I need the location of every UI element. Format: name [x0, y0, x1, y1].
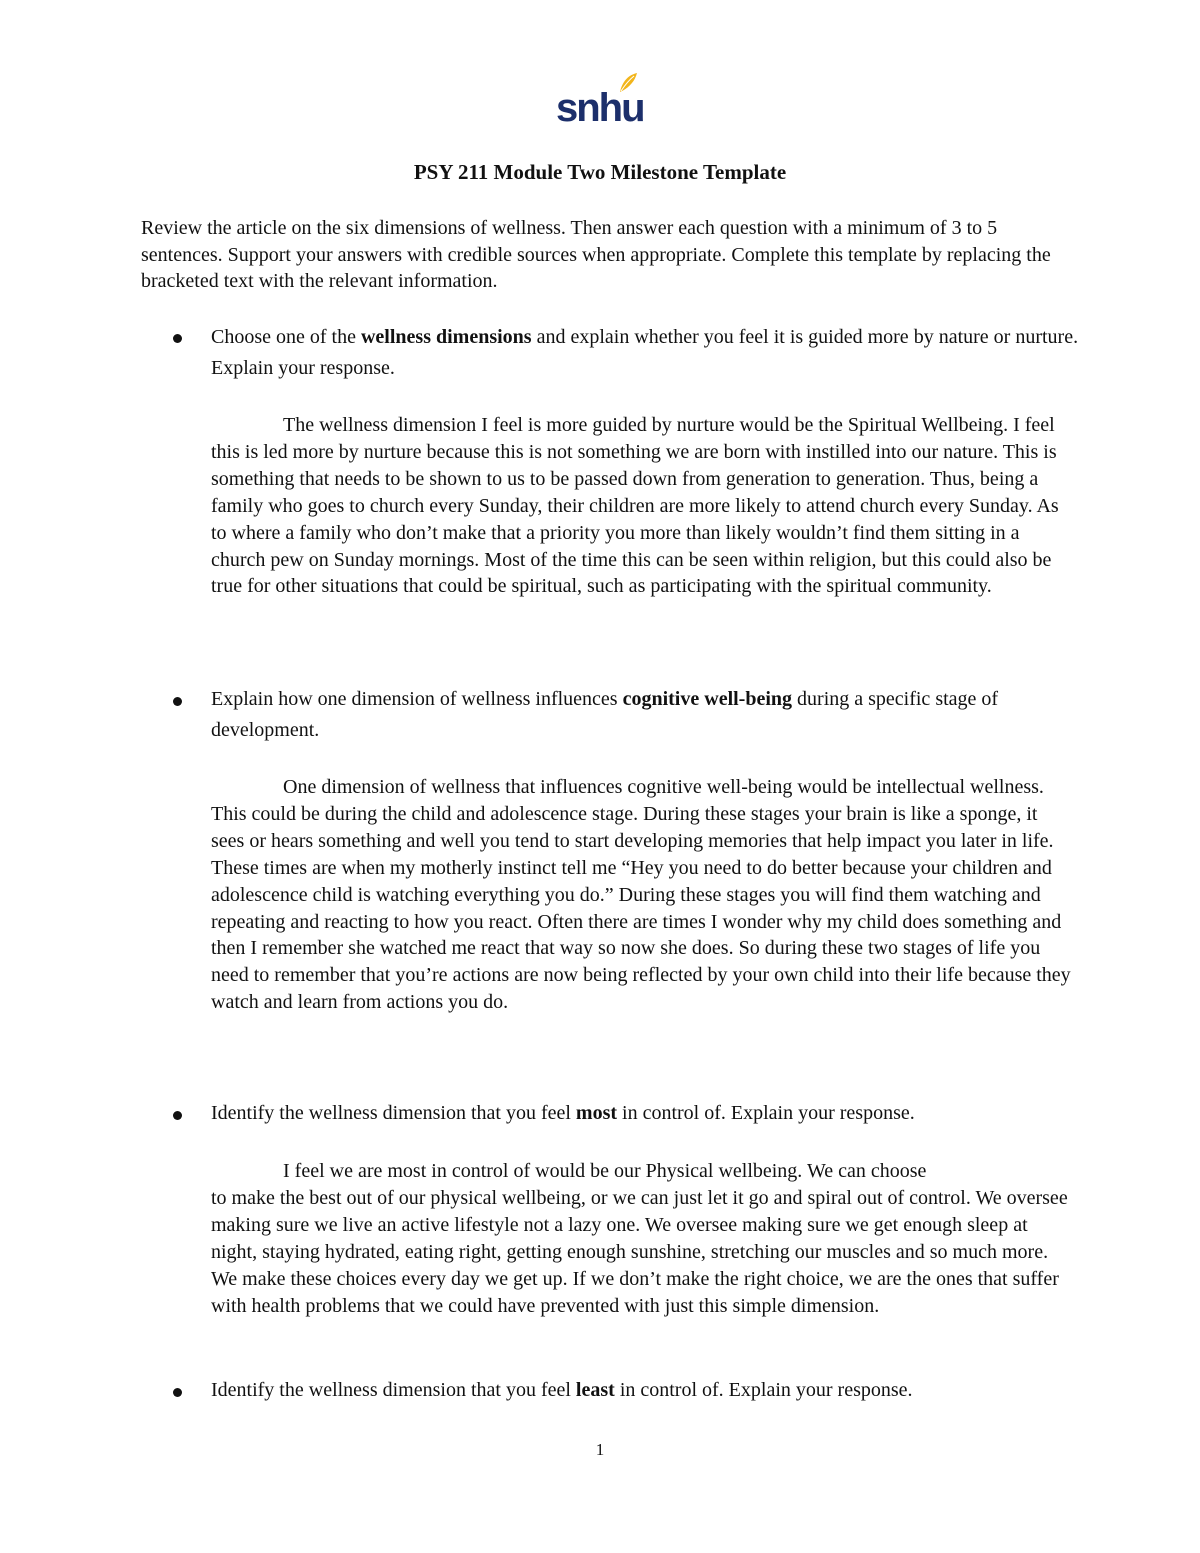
document-title: PSY 211 Module Two Milestone Template	[413, 160, 787, 184]
question-emphasis: wellness dimensions	[360, 326, 532, 348]
bullet-point	[173, 697, 182, 706]
question-text: and explain whether you feel it is guided more by nature or nurture. Explain your response.	[211, 326, 1079, 379]
question-emphasis: least	[575, 1379, 615, 1401]
page-number: 1	[595, 1440, 605, 1459]
question-text: in control of. Explain your response.	[614, 1379, 913, 1401]
bullet-point	[173, 1388, 182, 1397]
bullet-point	[173, 334, 182, 343]
answer-1: The wellness dimension I feel is more guided by nurture would be the Spiritual Wellbeing. I feel this is led more by nurture because this is not something we are born with instilled into our nature. This is something that needs to be shown to us to be passed down from generation to generation. Thus, being a family who goes to church every Sunday, their children are more likely to attend church every Sunday. As to where a family who don’t make that a priority you more than likely wouldn’t find them sitting in a church pew on Sunday mornings. Most of the time this can be seen within religion, but this could also be true for other situations that could be spiritual, such as participating with the spiritual community.	[211, 414, 1059, 598]
question-2	[211, 684, 1081, 746]
answer-3-first-line: I feel we are most in control of would be our Physical wellbeing. We can choose	[283, 1160, 927, 1182]
answer-3	[211, 1158, 1071, 1320]
instructions-paragraph: Review the article on the six dimensions of wellness. Then answer each question with a minimum of 3 to 5 sentences. Support your answers with credible sources when appropriate. Complete this template by replacing the bracketed text with the relevant information.	[141, 217, 1051, 292]
answer-3-body: to make the best out of our physical wellbeing, or we can just let it go and spiral out of control. We oversee making sure we live an active lifestyle not a lazy one. We oversee making sure we get enough sleep at night, staying hydrated, eating right, getting enough sunshine, stretching our muscles and so much more. We make these choices every day we get up. If we don’t make the right choice, we are the ones that suffer with health problems that we could have prevented with just this simple dimension.	[211, 1187, 1068, 1317]
answer-2: One dimension of wellness that influences cognitive well-being would be intellectual wellness. This could be during the child and adolescence stage. During these stages your brain is like a sponge, it sees or hears something and well you tend to start developing memories that help impact you later in life. These times are when my motherly instinct tell me “Hey you need to do better because your children and adolescence child is watching everything you do.” During these stages you will find them watching and repeating and reacting to how you react. Often there are times I wonder why my child does something and then I remember she watched me react that way so now she does. So during these two stages of life you need to remember that you’re actions are now being reflected by your own child into their life because they watch and learn from actions you do.	[211, 776, 1071, 1014]
question-text: Explain how one dimension of wellness influences	[211, 688, 623, 710]
bullet-point	[173, 1111, 182, 1120]
question-text: during a specific stage of development.	[211, 688, 999, 741]
leaf-icon	[618, 72, 638, 94]
question-text: Choose one of the	[211, 326, 361, 348]
question-4	[211, 1375, 1081, 1406]
question-1	[211, 322, 1081, 384]
logo-wordmark: snhu	[556, 86, 644, 130]
snhu-logo	[556, 72, 644, 134]
question-emphasis: cognitive well-being	[622, 688, 793, 710]
question-emphasis: most	[575, 1102, 618, 1124]
question-text: Identify the wellness dimension that you feel	[211, 1102, 576, 1124]
question-text: Identify the wellness dimension that you feel	[211, 1379, 576, 1401]
question-3	[211, 1098, 1081, 1129]
question-text: in control of. Explain your response.	[617, 1102, 915, 1124]
